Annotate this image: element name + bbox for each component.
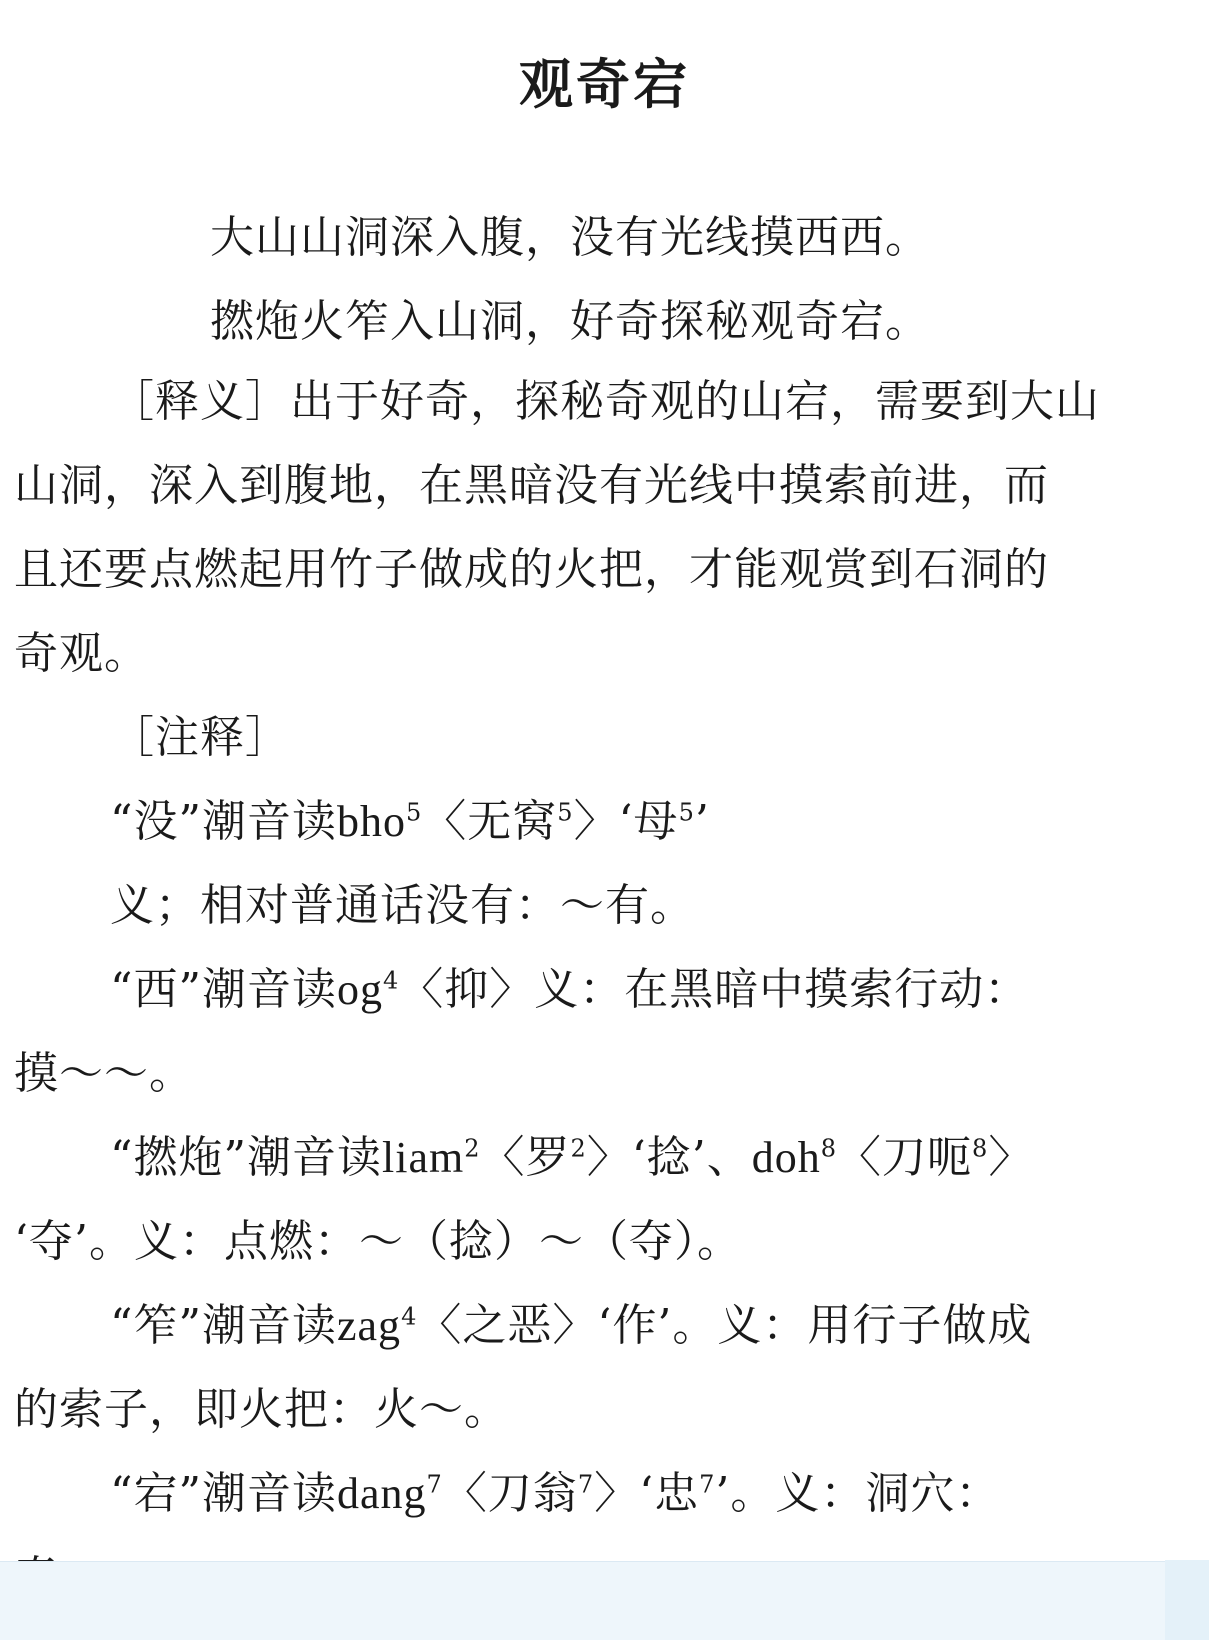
- explanation-line: 奇观。: [14, 628, 149, 679]
- note-line: ‘夺’。义：点燃：～（捻）～（夺）。: [14, 1216, 742, 1267]
- poem-line: 大山山洞深入腹，没有光线摸西西。: [210, 212, 930, 263]
- note-line: [14, 780, 1194, 864]
- note-line: [14, 1284, 1194, 1368]
- romanization: og: [337, 965, 383, 1014]
- tone-number: 5: [406, 798, 423, 827]
- note-line: 的索子，即火把：火～。: [14, 1384, 509, 1435]
- explanation-line: [14, 360, 1194, 444]
- note-text: “撚炧”潮音读: [110, 1132, 382, 1183]
- explanation-text: 出于好奇，探秘奇观的山宕，需要到大山: [290, 376, 1100, 427]
- tone-number: 4: [383, 966, 400, 995]
- explanation-line: 且还要点燃起用竹子做成的火把，才能观赏到石洞的: [14, 544, 1049, 595]
- note-text: 〈之恶〉‘作’。义：用行子做成: [417, 1300, 1033, 1351]
- tone-number: 5: [678, 798, 695, 827]
- note-line: [14, 1452, 1194, 1536]
- tone-number: 5: [557, 798, 574, 827]
- tone-number: 2: [464, 1134, 481, 1163]
- note-text: 〈罗: [480, 1132, 571, 1183]
- poem: [14, 196, 1194, 364]
- page-title: 观奇宕: [519, 53, 690, 116]
- romanization: zag: [337, 1301, 402, 1350]
- note-text: 〉‘母: [573, 796, 679, 847]
- note-text: “宕”潮音读: [110, 1468, 337, 1519]
- note-text: ’。义：洞穴：: [715, 1468, 1001, 1519]
- tone-number: 7: [577, 1470, 595, 1499]
- tone-number: 7: [426, 1470, 443, 1499]
- page-edge-band: [1165, 1560, 1209, 1640]
- explanation-and-notes: [14, 360, 1194, 1620]
- note-text: 〈刀翁: [442, 1468, 578, 1519]
- tone-number: 2: [570, 1134, 587, 1163]
- note-line: [14, 948, 1194, 1032]
- note-text: “西”潮音读: [110, 964, 337, 1015]
- tone-number: 8: [972, 1134, 989, 1163]
- tone-number: 4: [401, 1302, 418, 1331]
- note-line: 义；相对普通话没有：～有。: [110, 880, 695, 931]
- bottom-band: [0, 1561, 1209, 1640]
- romanization: doh: [751, 1133, 821, 1182]
- romanization: liam: [382, 1133, 465, 1182]
- tone-number: 8: [820, 1134, 838, 1163]
- note-line: 摸～～。: [14, 1048, 194, 1099]
- explanation-label: ［释义］: [110, 376, 290, 427]
- note-text: 〈抑〉义：在黑暗中摸索行动：: [399, 964, 1030, 1015]
- romanization: bho: [337, 797, 406, 846]
- romanization: dang: [337, 1469, 427, 1518]
- note-text: “笮”潮音读: [110, 1300, 337, 1351]
- explanation-line: 山洞，深入到腹地，在黑暗没有光线中摸索前进，而: [14, 460, 1049, 511]
- note-text: 〉‘捻’、: [586, 1132, 752, 1183]
- note-text: 〉: [988, 1132, 1034, 1183]
- note-text: 〉‘忠: [594, 1468, 700, 1519]
- tone-number: 7: [699, 1470, 716, 1499]
- note-text: “没”潮音读: [110, 796, 337, 847]
- note-line: [14, 1116, 1194, 1200]
- poem-line: 撚炧火笮入山洞，好奇探秘观奇宕。: [210, 296, 930, 347]
- note-text: 〈无窝: [422, 796, 558, 847]
- note-text: 〈刀呃: [837, 1132, 973, 1183]
- notes-label: ［注释］: [110, 712, 290, 763]
- note-text: ’: [694, 796, 710, 847]
